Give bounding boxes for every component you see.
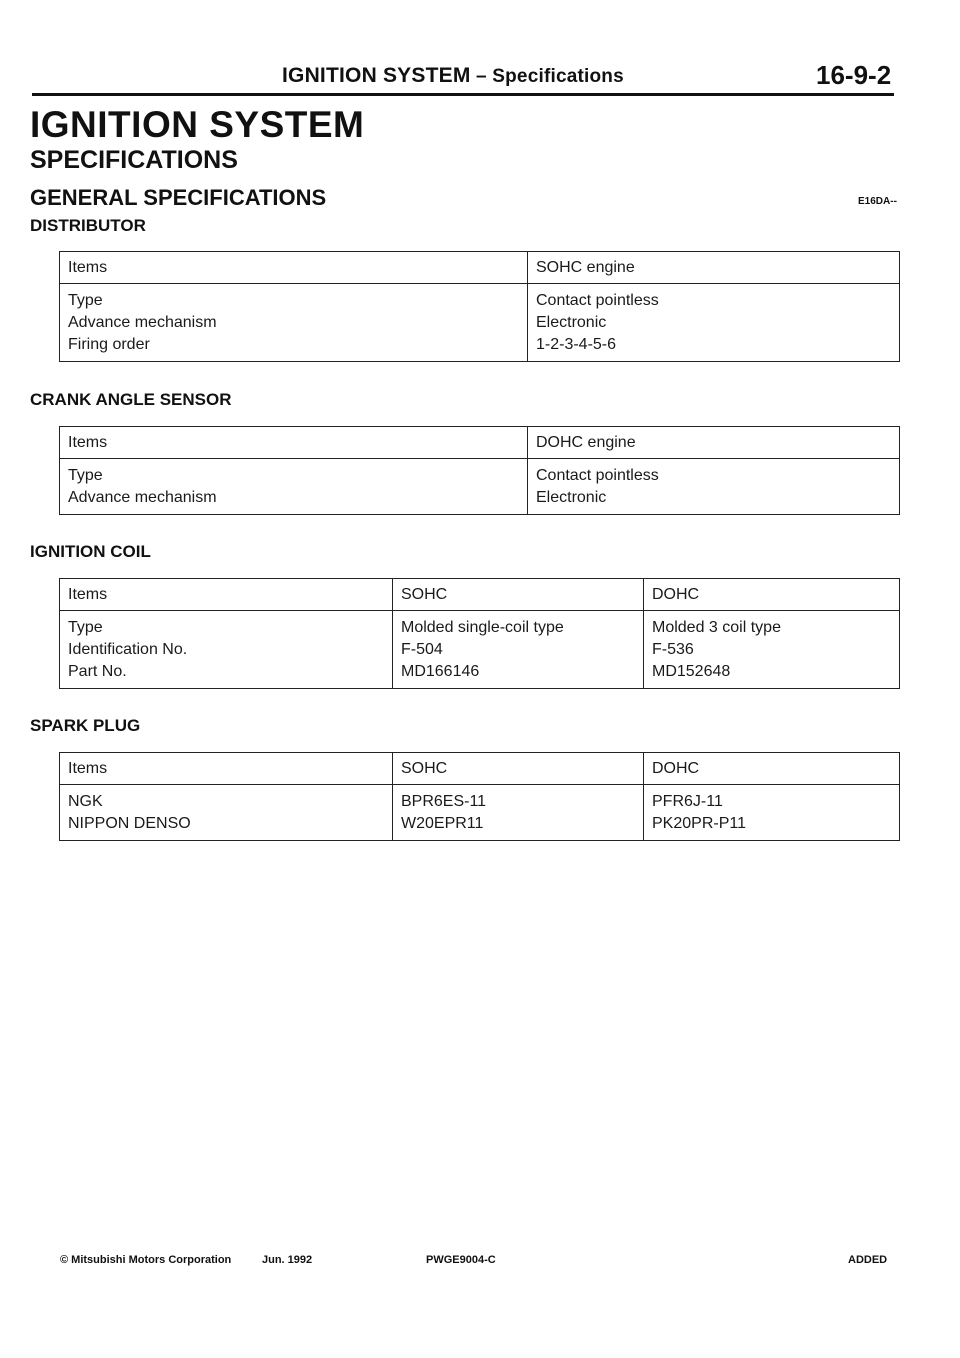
spark-plug-heading: SPARK PLUG — [30, 716, 141, 735]
running-header-sub: Specifications — [492, 66, 624, 87]
column-header: Items — [60, 753, 393, 785]
distributor-heading: DISTRIBUTOR — [30, 216, 146, 235]
table-cell: Firing order — [60, 334, 528, 362]
table-row — [60, 661, 900, 689]
table-cell: NIPPON DENSO — [60, 813, 393, 841]
spark-plug-table — [59, 752, 900, 841]
column-header: Items — [60, 252, 528, 284]
table-row — [60, 785, 900, 814]
table-cell: Contact pointless — [528, 284, 900, 313]
table-cell: Type — [60, 284, 528, 313]
column-header: SOHC engine — [528, 252, 900, 284]
table-cell: Molded 3 coil type — [644, 611, 900, 640]
page-title: IGNITION SYSTEM — [30, 104, 365, 145]
table-cell: PK20PR-P11 — [644, 813, 900, 841]
table-cell: W20EPR11 — [393, 813, 644, 841]
table-row — [60, 334, 900, 362]
page-subtitle: SPECIFICATIONS — [30, 146, 238, 174]
table-cell: Electronic — [528, 312, 900, 334]
table-row — [60, 813, 900, 841]
table-cell: Type — [60, 459, 528, 488]
column-header: SOHC — [393, 753, 644, 785]
table-cell: Advance mechanism — [60, 487, 528, 515]
running-header-separator: – — [470, 66, 493, 87]
table-cell: MD166146 — [393, 661, 644, 689]
footer-date: Jun. 1992 — [262, 1254, 313, 1266]
table-cell: PFR6J-11 — [644, 785, 900, 814]
header-rule — [32, 93, 894, 96]
table-cell: F-504 — [393, 639, 644, 661]
crank-angle-sensor-heading: CRANK ANGLE SENSOR — [30, 390, 232, 409]
distributor-table — [59, 251, 900, 362]
column-header: SOHC — [393, 579, 644, 611]
table-cell: MD152648 — [644, 661, 900, 689]
table-cell: Type — [60, 611, 393, 640]
table-row — [60, 284, 900, 313]
table-cell: Part No. — [60, 661, 393, 689]
table-row — [60, 611, 900, 640]
footer-copyright: © Mitsubishi Motors Corporation — [60, 1254, 232, 1266]
table-cell: Advance mechanism — [60, 312, 528, 334]
table-cell: BPR6ES-11 — [393, 785, 644, 814]
footer-status: ADDED — [848, 1254, 888, 1266]
column-header: Items — [60, 427, 528, 459]
column-header: DOHC — [644, 579, 900, 611]
column-header: DOHC — [644, 753, 900, 785]
table-cell: NGK — [60, 785, 393, 814]
table-cell: F-536 — [644, 639, 900, 661]
table-row — [60, 487, 900, 515]
table-header-row — [60, 753, 900, 785]
ignition-coil-heading: IGNITION COIL — [30, 542, 151, 561]
table-row — [60, 639, 900, 661]
table-row — [60, 459, 900, 488]
table-header-row — [60, 579, 900, 611]
running-header-main: IGNITION SYSTEM — [282, 64, 471, 87]
table-cell: Identification No. — [60, 639, 393, 661]
table-cell: 1-2-3-4-5-6 — [528, 334, 900, 362]
reference-code: E16DA-- — [858, 196, 897, 207]
table-cell: Electronic — [528, 487, 900, 515]
section-title: GENERAL SPECIFICATIONS — [30, 185, 327, 210]
table-header-row — [60, 427, 900, 459]
table-header-row — [60, 252, 900, 284]
ignition-coil-table — [59, 578, 900, 689]
column-header: DOHC engine — [528, 427, 900, 459]
table-cell: Molded single-coil type — [393, 611, 644, 640]
column-header: Items — [60, 579, 393, 611]
table-cell: Contact pointless — [528, 459, 900, 488]
page-number: 16-9-2 — [816, 60, 892, 90]
crank-angle-sensor-table — [59, 426, 900, 515]
footer-doc-code: PWGE9004-C — [426, 1254, 496, 1266]
table-row — [60, 312, 900, 334]
running-header-title — [282, 64, 624, 88]
